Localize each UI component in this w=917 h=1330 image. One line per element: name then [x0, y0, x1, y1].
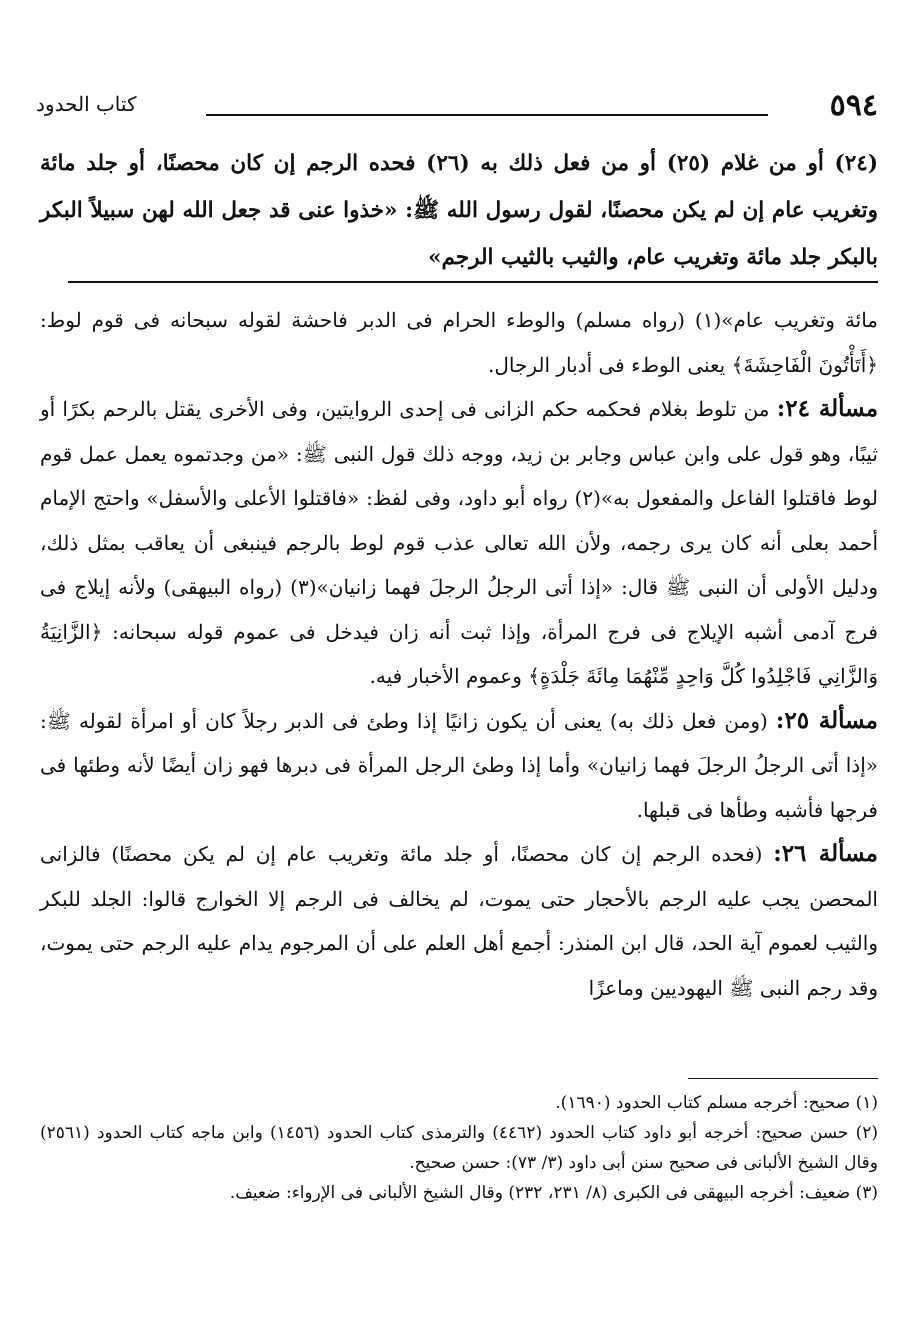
matn-divider	[68, 281, 878, 283]
footnote-2: (٢) حسن صحيح: أخرجه أبو داود كتاب الحدود (٤٤٦٢) والترمذى كتاب الحدود (١٤٥٦) وابن ماجه كتاب الحدود (٢٥٦١) وقال الشيخ الألبانى فى صحيح سنن أبى داود (٣/ ٧٣): حسن صحيح.	[40, 1123, 878, 1173]
commentary-paragraph: مائة وتغريب عام»(١) (رواه مسلم) والوطء الحرام فى الدبر فاحشة لقوله سبحانه فى قوم لوط: ﴿أَتَأْتُونَ الْفَاحِشَةَ﴾ يعنى الوطء فى أدبار الرجال.	[40, 308, 878, 377]
matn-text: (٢٤) أو من غلام (٢٥) أو من فعل ذلك به (٢٦) فحده الرجم إن كان محصنًا، أو جلد مائة وتغريب عام إن لم يكن محصنًا، لقول رسول الله ﷺ: «خذوا عنى قد جعل الله لهن سبيلاً البكر بالبكر جلد مائة وتغريب عام، والثيب بالثيب الرجم»	[40, 151, 878, 270]
commentary-body	[40, 298, 878, 1010]
masala-25-label: مسألة ٢٥:	[775, 706, 878, 734]
masala-25-text: (ومن فعل ذلك به) يعنى أن يكون زانيًا إذا وطئ فى الدبر رجلاً كان أو امرأة لقوله ﷺ: «إذا أتى الرجلُ الرجلَ فهما زانيان» وأما إذا وطئ الرجل المرأة فى دبرها فهو زان أيضًا لأنه وطئها فى فرجها فأشبه وطأها فى قبلها.	[40, 708, 878, 822]
footnote-divider	[688, 1078, 878, 1079]
masala-25	[40, 699, 878, 833]
masala-26-label: مسألة ٢٦:	[773, 840, 878, 867]
masala-24	[40, 387, 878, 699]
running-title: كتاب الحدود	[36, 92, 137, 116]
masala-26-text: (فحده الرجم إن كان محصنًا، أو جلد مائة وتغريب عام إن لم يكن محصنًا) فالزانى المحصن يجب عليه الرجم بالأحجار حتى يموت، لم يخالف فى الرجم إلا الخوارج قالوا: الجلد للبكر والثيب لعموم آية الحد، قال ابن المنذر: أجمع أهل العلم على أن المرجوم يدام عليه الرجم حتى يموت، وقد رجم النبى ﷺ اليهوديين وماعزًا	[40, 842, 878, 1000]
masala-24-text: من تلوط بغلام فحكمه حكم الزانى فى إحدى الروايتين، وفى الأخرى يقتل بالرحم بكرًا أو ثيبًا، وهو قول على وابن عباس وجابر بن زيد، ووجه ذلك قول النبى ﷺ: «من وجدتموه يعمل عمل قوم لوط فاقتلوا الفاعل والمفعول به»(٢) رواه أبو داود، وفى لفظ: «فاقتلوا الأعلى والأسفل» واحتج الإمام أحمد بعلى أنه كان يرى رجمه، ولأن الله تعالى عذب قوم لوط بالرجم فينبغى أن يعاقب بمثل ذلك، ودليل الأولى أن النبى ﷺ قال: «إذا أتى الرجلُ الرجلَ فهما زانيان»(٣) (رواه البيهقى) ولأنه إيلاج فى فرج آدمى أشبه الإيلاج فى فرج المرأة، وإذا ثبت أنه زان فيدخل فى عموم قوله سبحانه: ﴿الزَّانِيَةُ وَالزَّانِي فَاجْلِدُوا كُلَّ وَاحِدٍ مِّنْهُمَا مِائَةَ جَلْدَةٍ﴾ وعموم الأخبار فيه.	[40, 397, 879, 688]
footnotes	[40, 1088, 878, 1208]
masala-26	[40, 832, 878, 1010]
page-header	[36, 88, 878, 132]
footnote-1: (١) صحيح: أخرجه مسلم كتاب الحدود (١٦٩٠).	[555, 1093, 878, 1113]
footnote-3: (٣) ضعيف: أخرجه البيهقى فى الكبرى (٨/ ٢٣١، ٢٣٢) وقال الشيخ الألبانى فى الإرواء: ضعيف.	[229, 1183, 878, 1203]
page-number: ٥٩٤	[829, 88, 878, 123]
masala-24-label: مسألة ٢٤:	[776, 395, 879, 422]
header-divider	[206, 114, 768, 116]
